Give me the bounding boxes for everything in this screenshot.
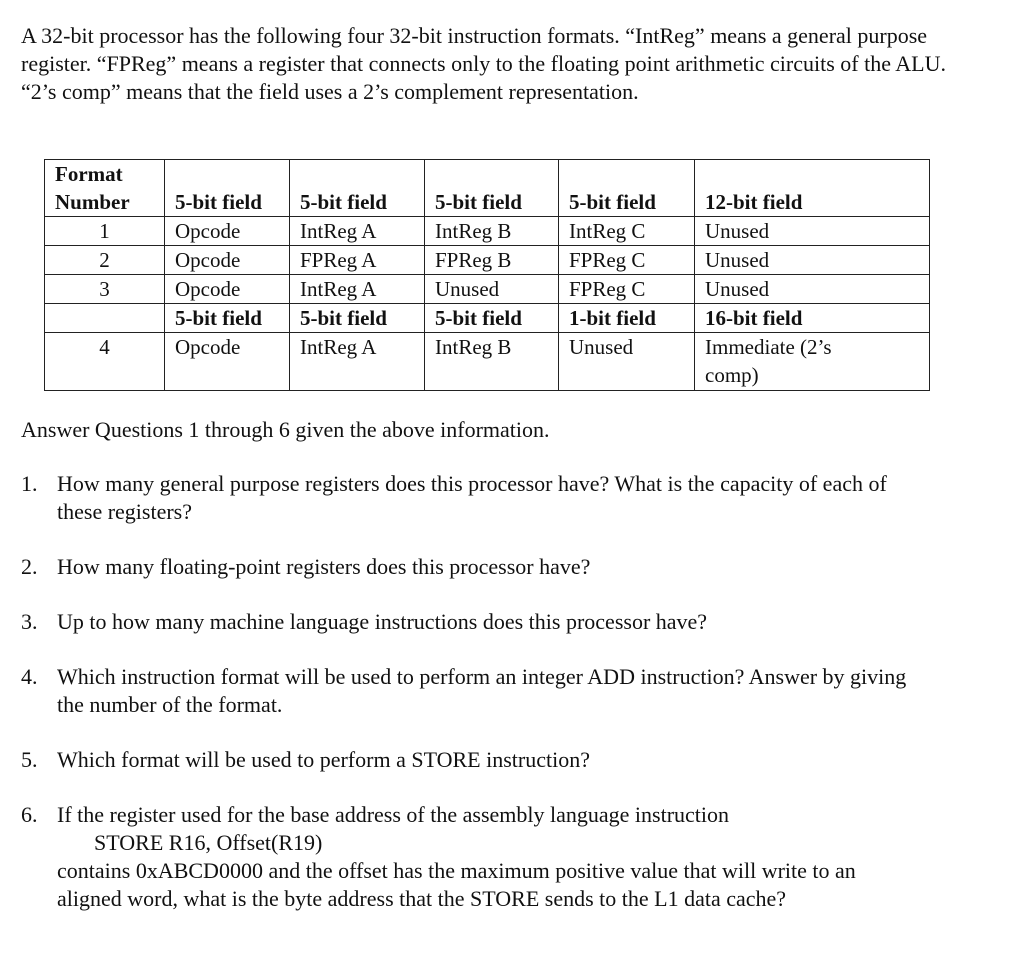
format-number: 2	[45, 246, 165, 275]
table-cell: IntReg A	[290, 275, 425, 304]
format-number: 4	[45, 333, 165, 391]
table-row	[45, 246, 930, 275]
question-text: If the register used for the base address of the assembly language instruction	[57, 802, 730, 827]
instruction-line: Answer Questions 1 through 6 given the above information.	[21, 417, 550, 442]
question-5	[21, 746, 921, 774]
table-cell: Unused	[695, 217, 930, 246]
question-4	[21, 663, 921, 719]
question-number: 2.	[21, 554, 38, 579]
header-field: 5-bit field	[165, 304, 290, 333]
table-header-row	[45, 160, 930, 217]
header-format-number: Format Number	[45, 160, 165, 217]
table-cell: Unused	[559, 333, 695, 391]
table-cell: FPReg A	[290, 246, 425, 275]
table-cell: FPReg C	[559, 246, 695, 275]
question-number: 3.	[21, 609, 38, 634]
table-cell: IntReg A	[290, 333, 425, 391]
table-cell: Opcode	[165, 275, 290, 304]
question-number: 4.	[21, 664, 38, 689]
empty-cell	[45, 304, 165, 333]
question-text: How many floating-point registers does this processor have?	[57, 554, 591, 579]
question-2	[21, 553, 921, 581]
header-field: 5-bit field	[165, 160, 290, 217]
table-header-row-2	[45, 304, 930, 333]
table-cell: Opcode	[165, 246, 290, 275]
table-cell: IntReg B	[425, 217, 559, 246]
table-row	[45, 217, 930, 246]
question-1	[21, 470, 921, 526]
format-number: 1	[45, 217, 165, 246]
question-text: How many general purpose registers does this processor have? What is the capacity of each of these registers?	[57, 471, 887, 524]
question-text: Which format will be used to perform a STORE instruction?	[57, 747, 590, 772]
header-field: 5-bit field	[425, 160, 559, 217]
table-cell: Unused	[425, 275, 559, 304]
intro-paragraph: A 32-bit processor has the following four 32-bit instruction formats. “IntReg” means a general purpose register. “FPReg” means a register that connects only to the floating point arithmetic circuits of the ALU. “2’s comp” means that the field uses a 2’s complement representation.	[21, 23, 946, 104]
table-cell: Unused	[695, 246, 930, 275]
question-3	[21, 608, 921, 636]
header-field: 16-bit field	[695, 304, 930, 333]
table-cell: Immediate (2’s comp)	[695, 333, 930, 391]
question-text: contains 0xABCD0000 and the offset has the maximum positive value that will write to an aligned word, what is the byte address that the STORE sends to the L1 data cache?	[57, 858, 856, 911]
header-field: 5-bit field	[290, 304, 425, 333]
header-field: 12-bit field	[695, 160, 930, 217]
header-field: 5-bit field	[559, 160, 695, 217]
table-cell: FPReg C	[559, 275, 695, 304]
question-6	[21, 801, 911, 913]
table-cell: IntReg A	[290, 217, 425, 246]
table-row	[45, 333, 930, 391]
assembly-instruction: STORE R16, Offset(R19)	[94, 830, 323, 855]
format-number: 3	[45, 275, 165, 304]
header-field: 5-bit field	[290, 160, 425, 217]
question-text: Which instruction format will be used to perform an integer ADD instruction? Answer by giving the number of the format.	[57, 664, 907, 717]
instruction-format-table	[44, 159, 930, 391]
question-text: Up to how many machine language instructions does this processor have?	[57, 609, 708, 634]
table-cell: Opcode	[165, 333, 290, 391]
table-row	[45, 275, 930, 304]
question-number: 6.	[21, 802, 38, 827]
header-field: 1-bit field	[559, 304, 695, 333]
table-cell: IntReg B	[425, 333, 559, 391]
question-number: 1.	[21, 471, 38, 496]
question-number: 5.	[21, 747, 38, 772]
header-field: 5-bit field	[425, 304, 559, 333]
table-cell: Unused	[695, 275, 930, 304]
table-cell: Opcode	[165, 217, 290, 246]
table-cell: FPReg B	[425, 246, 559, 275]
table-cell: IntReg C	[559, 217, 695, 246]
